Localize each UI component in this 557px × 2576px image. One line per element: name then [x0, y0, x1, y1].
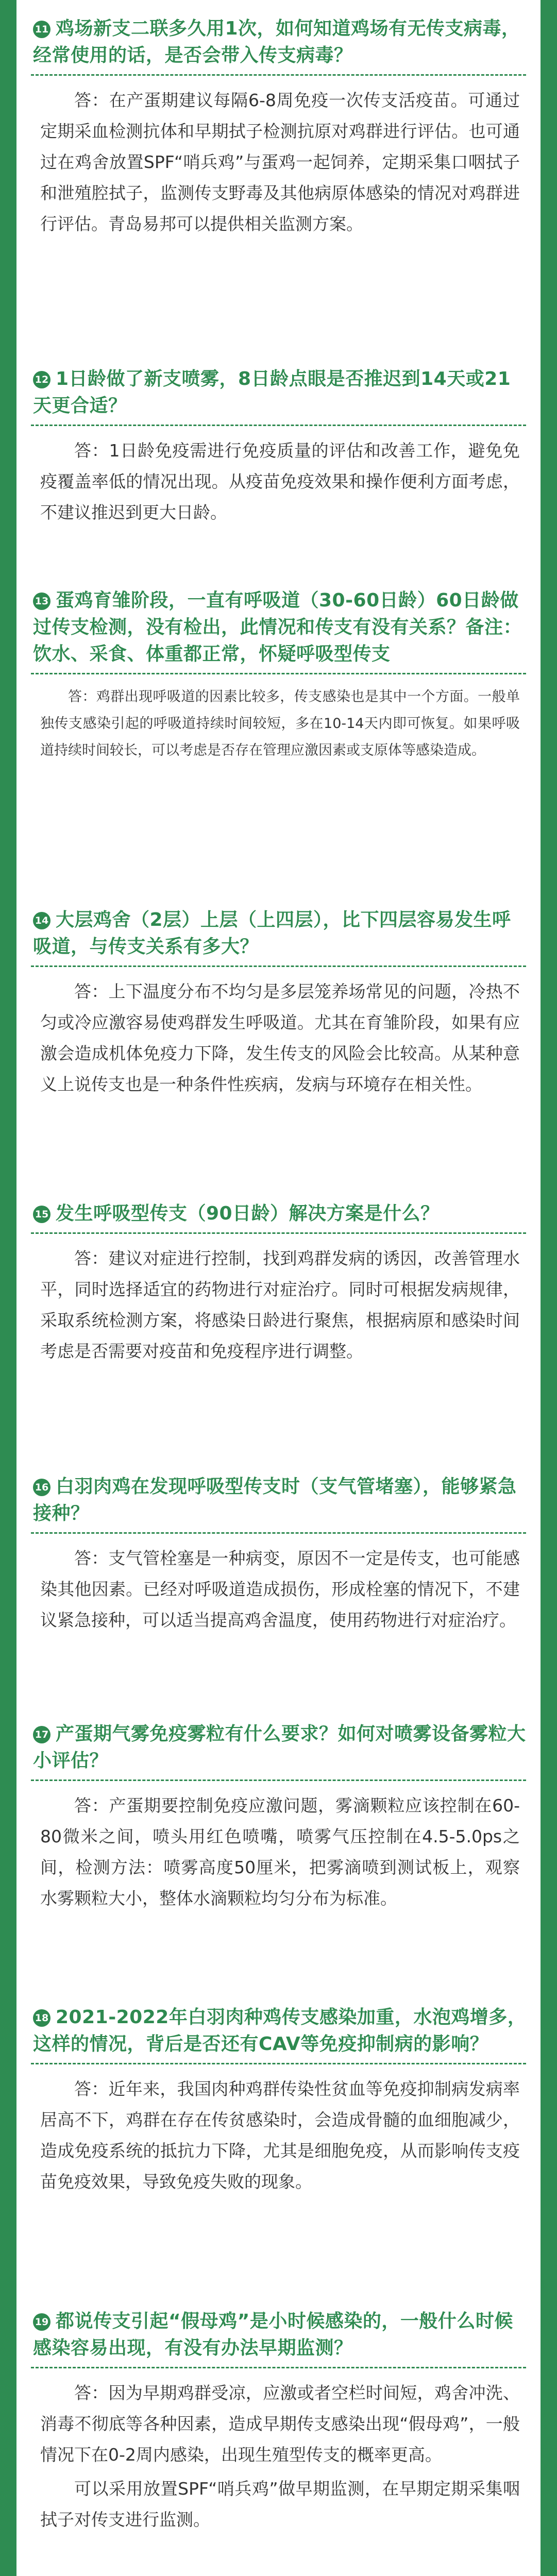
- question: [33, 587, 529, 668]
- qa-item: [16, 587, 541, 764]
- qa-item: [16, 2308, 541, 2535]
- question-number-badge: 14: [33, 912, 50, 929]
- answer-text: 可以采用放置SPF“哨兵鸡”做早期监测，在早期定期采集咽拭子对传支进行监测。: [40, 2479, 520, 2530]
- qa-item: [16, 2004, 541, 2197]
- qa-item: [16, 907, 541, 1100]
- qa-item: [16, 1473, 541, 1636]
- question-number-badge: 18: [33, 2009, 50, 2027]
- dashed-divider: [31, 1780, 526, 1781]
- qa-item: [16, 1721, 541, 1914]
- qa-item: [16, 15, 541, 240]
- question-text: 大层鸡舍（2层）上层（上四层），比下四层容易发生呼吸道，与传支关系有多大？: [33, 909, 511, 957]
- question-text: 发生呼吸型传支（90日龄）解决方案是什么？: [56, 1203, 440, 1224]
- answer-text: 答：1日龄免疫需进行免疫质量的评估和改善工作，避免免疫覆盖率低的情况出现。从疫苗免疫效果和操作便利方面考虑，不建议推迟到更大日龄。: [40, 440, 520, 522]
- dashed-divider: [31, 74, 526, 76]
- question-number-badge: 16: [33, 1479, 50, 1496]
- dashed-divider: [31, 2367, 526, 2368]
- answer-text: 答：鸡群出现呼吸道的因素比较多，传支感染也是其中一个方面。一般单独传支感染引起的呼吸道持续时间较短，多在10-14天内即可恢复。如果呼吸道持续时间较长，可以考虑是否存在管理应激因素或支原体等感染造成。: [40, 689, 520, 758]
- question: [33, 2308, 529, 2362]
- content-panel: [16, 0, 541, 2576]
- question: [33, 1721, 529, 1774]
- question-number-badge: 13: [33, 592, 50, 610]
- question: [33, 1473, 529, 1527]
- dashed-divider: [31, 965, 526, 967]
- question-text: 鸡场新支二联多久用1次，如何知道鸡场有无传支病毒，经常使用的话，是否会带入传支病毒？: [33, 18, 520, 66]
- question-text: 白羽肉鸡在发现呼吸型传支时（支气管堵塞），能够紧急接种？: [33, 1476, 517, 1524]
- answer-text: 答：因为早期鸡群受凉，应激或者空栏时间短，鸡舍冲洗、消毒不彻底等各种因素，造成早期传支感染出现“假母鸡”，一般情况下在0-2周内感染，出现生殖型传支的概率更高。: [40, 2383, 520, 2465]
- qa-item: [16, 1200, 541, 1367]
- question: [33, 15, 529, 69]
- question-number-badge: 12: [33, 371, 50, 388]
- answer-text: 答：近年来，我国肉种鸡群传染性贫血等免疫抑制病发病率居高不下，鸡群在存在传贫感染时，会造成骨髓的血细胞减少，造成免疫系统的抵抗力下降，尤其是细胞免疫，从而影响传支疫苗免疫效果，导致免疫失败的现象。: [40, 2079, 520, 2192]
- dashed-divider: [31, 425, 526, 426]
- question-number-badge: 11: [33, 21, 50, 38]
- answer-text: 答：上下温度分布不均匀是多层笼养场常见的问题，冷热不匀或冷应激容易使鸡群发生呼吸道。尤其在育雏阶段，如果有应激会造成机体免疫力下降，发生传支的风险会比较高。从某种意义上说传支也是一种条件性疾病，发病与环境存在相关性。: [40, 981, 520, 1094]
- question-number-badge: 15: [33, 1206, 50, 1223]
- dashed-divider: [31, 2063, 526, 2064]
- answer-text: 答：建议对症进行控制，找到鸡群发病的诱因，改善管理水平，同时选择适宜的药物进行对症治疗。同时可根据发病规律，采取系统检测方案，将感染日龄进行聚焦，根据病原和感染时间考虑是否需要对疫苗和免疫程序进行调整。: [40, 1248, 520, 1361]
- question: [33, 907, 529, 960]
- question: [33, 366, 529, 419]
- question-text: 产蛋期气雾免疫雾粒有什么要求？如何对喷雾设备雾粒大小评估？: [33, 1723, 526, 1771]
- question-text: 都说传支引起“假母鸡”是小时候感染的，一般什么时候感染容易出现，有没有办法早期监测？: [33, 2311, 513, 2359]
- question-number-badge: 17: [33, 1726, 50, 1743]
- question-text: 1日龄做了新支喷雾，8日龄点眼是否推迟到14天或21天更合适？: [33, 368, 511, 416]
- answer-text: 答：在产蛋期建议每隔6-8周免疫一次传支活疫苗。可通过定期采血检测抗体和早期拭子检测抗原对鸡群进行评估。也可通过在鸡舍放置SPF“哨兵鸡”与蛋鸡一起饲养，定期采集口咽拭子和泄殖腔拭子，监测传支野毒及其他病原体感染的情况对鸡群进行评估。青岛易邦可以提供相关监测方案。: [40, 90, 520, 234]
- answer-text: 答：支气管栓塞是一种病变，原因不一定是传支，也可能感染其他因素。已经对呼吸道造成损伤，形成栓塞的情况下，不建议紧急接种，可以适当提高鸡舍温度，使用药物进行对症治疗。: [40, 1548, 520, 1630]
- question-text: 2021-2022年白羽肉种鸡传支感染加重，水泡鸡增多，这样的情况，背后是否还有CAV等免疫抑制病的影响？: [33, 2007, 527, 2055]
- question-text: 蛋鸡育雏阶段，一直有呼吸道（30-60日龄）60日龄做过传支检测，没有检出，此情况和传支有没有关系？备注：饮水、采食、体重都正常，怀疑呼吸型传支: [33, 590, 522, 665]
- dashed-divider: [31, 673, 526, 674]
- qa-item: [16, 366, 541, 528]
- question: [33, 1200, 529, 1227]
- dashed-divider: [31, 1232, 526, 1234]
- answer-text: 答：产蛋期要控制免疫应激问题，雾滴颗粒应该控制在60-80微米之间，喷头用红色喷嘴，喷雾气压控制在4.5-5.0ps之间，检测方法：喷雾高度50厘米，把雾滴喷到测试板上，观察水雾颗粒大小，整体水滴颗粒均匀分布为标准。: [40, 1795, 520, 1908]
- dashed-divider: [31, 1532, 526, 1534]
- question-number-badge: 19: [33, 2313, 50, 2331]
- question: [33, 2004, 529, 2058]
